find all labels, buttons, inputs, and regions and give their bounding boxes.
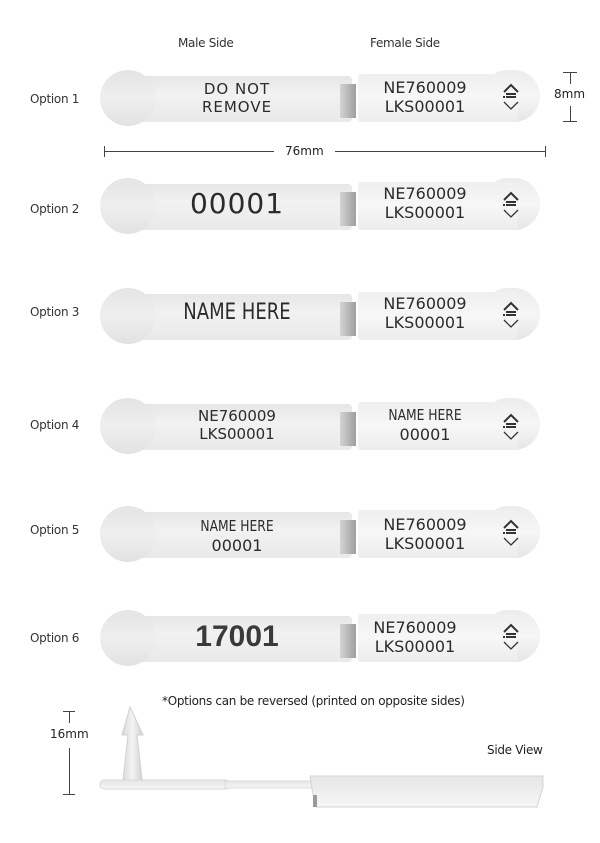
length-label: 76mm <box>285 144 324 158</box>
female-text: NE760009 LKS00001 <box>373 618 457 656</box>
option-4-label: Option 4 <box>30 418 80 432</box>
house-chevron-logo-icon <box>500 518 522 548</box>
male-text: 17001 <box>195 620 279 653</box>
tag-option-6 <box>102 610 542 666</box>
height-label: 8mm <box>554 87 586 101</box>
tag-option-3 <box>102 288 542 344</box>
tag-option-4 <box>102 398 542 454</box>
female-side-header: Female Side <box>370 36 440 50</box>
male-side-header: Male Side <box>178 36 234 50</box>
tag-option-1 <box>102 70 542 126</box>
house-chevron-logo-icon <box>500 412 522 442</box>
tag-option-2 <box>102 178 542 234</box>
male-text: NE760009 LKS00001 <box>198 407 276 443</box>
house-chevron-logo-icon <box>500 190 522 220</box>
tag-option-5 <box>102 506 542 562</box>
female-text: NE760009 LKS00001 <box>383 184 467 222</box>
option-6-label: Option 6 <box>30 631 80 645</box>
male-text: NAME HERE 00001 <box>200 517 274 555</box>
female-text: NAME HERE 00001 <box>388 406 462 444</box>
side-view-tag-illustration <box>95 705 550 835</box>
option-2-label: Option 2 <box>30 202 80 216</box>
option-1-label: Option 1 <box>30 92 80 106</box>
female-text: NE760009 LKS00001 <box>383 78 467 116</box>
male-text: NAME HERE <box>183 300 291 325</box>
option-5-label: Option 5 <box>30 523 80 537</box>
male-text: DO NOT REMOVE <box>201 80 273 116</box>
house-chevron-logo-icon <box>500 300 522 330</box>
female-text: NE760009 LKS00001 <box>383 515 467 553</box>
house-chevron-logo-icon <box>500 622 522 652</box>
side-view-label: Side View <box>487 743 543 757</box>
male-text: 00001 <box>189 187 285 220</box>
side-height-label: 16mm <box>50 727 89 741</box>
reversal-note: *Options can be reversed (printed on opposite sides) <box>162 694 465 708</box>
female-text: NE760009 LKS00001 <box>383 294 467 332</box>
option-3-label: Option 3 <box>30 305 80 319</box>
house-chevron-logo-icon <box>500 82 522 112</box>
